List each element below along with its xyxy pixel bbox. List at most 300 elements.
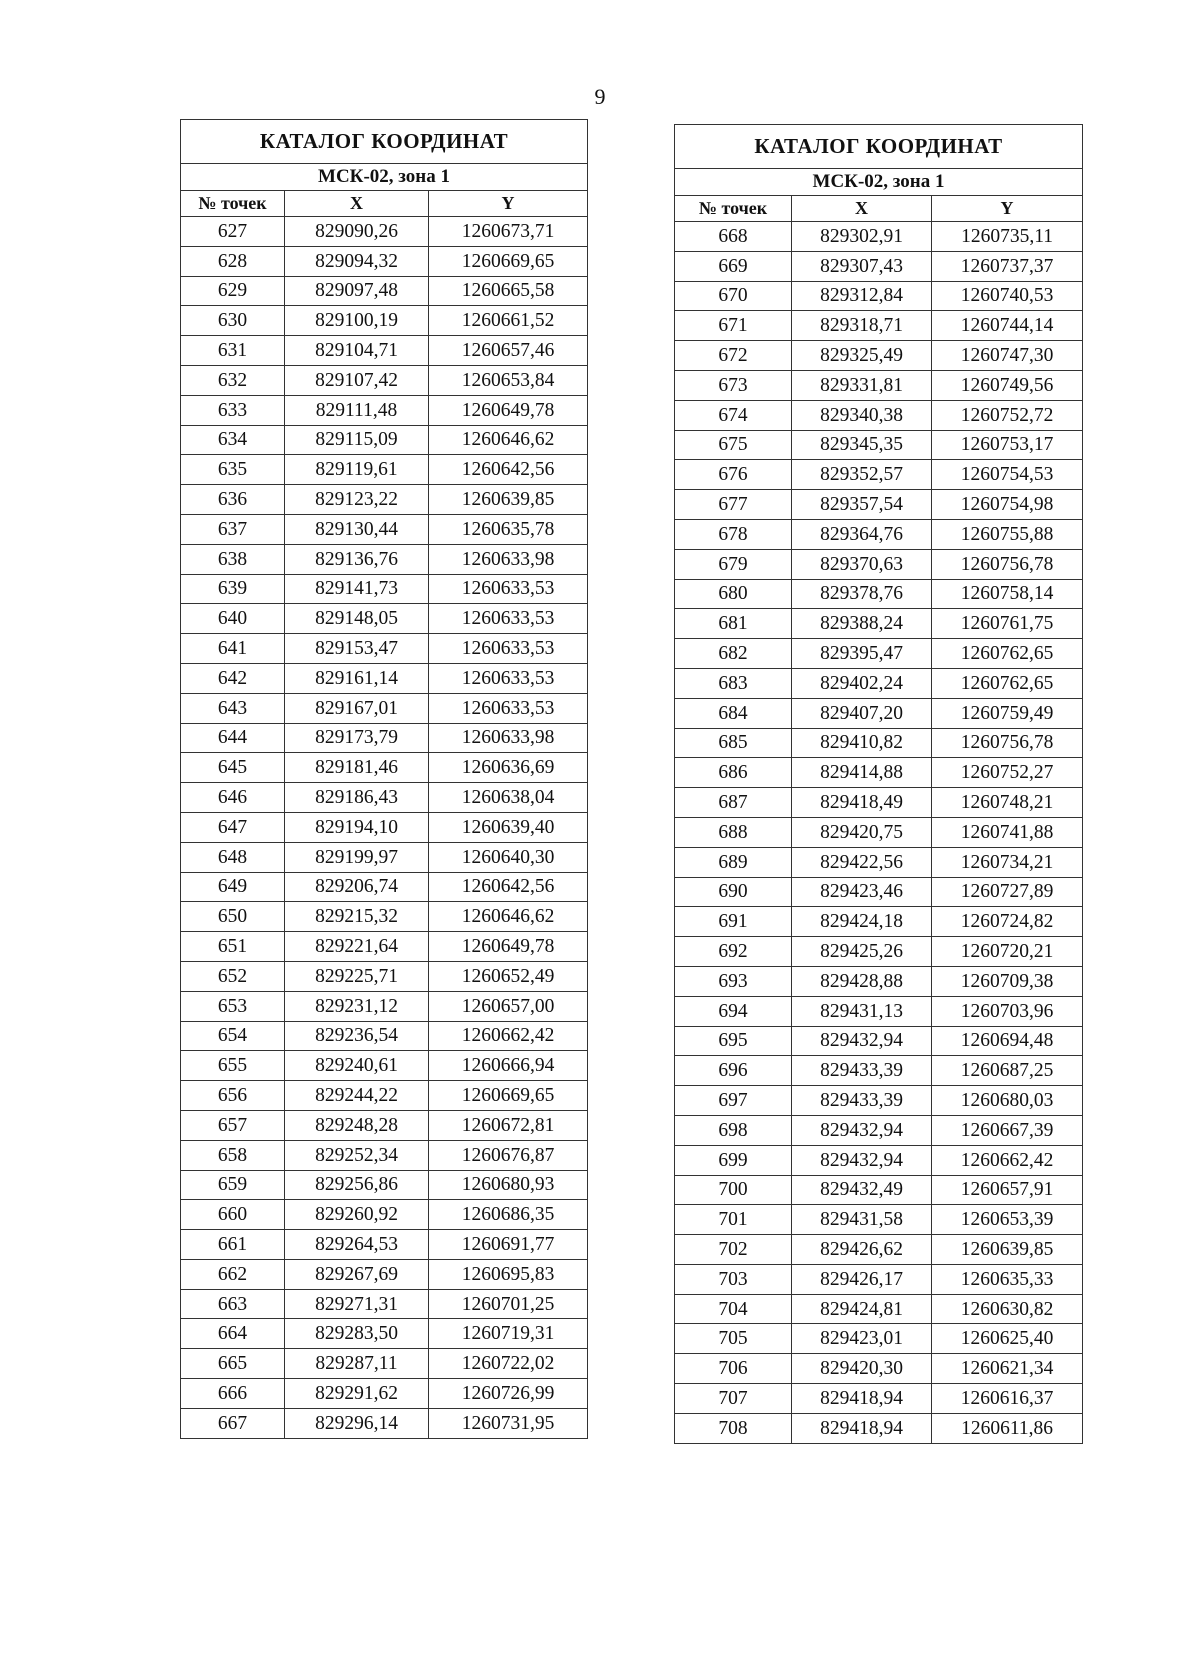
table-row [675, 668, 1083, 698]
point-number-cell: 662 [181, 1259, 285, 1289]
table-row [181, 1021, 588, 1051]
table-body [675, 222, 1083, 1444]
y-coordinate-cell: 1260657,91 [932, 1175, 1083, 1205]
coordinate-catalog-table [180, 119, 588, 1439]
x-coordinate-cell: 829418,94 [792, 1413, 932, 1443]
table-row [181, 1051, 588, 1081]
x-coordinate-cell: 829424,18 [792, 907, 932, 937]
point-number-cell: 647 [181, 812, 285, 842]
point-number-cell: 639 [181, 574, 285, 604]
x-coordinate-cell: 829432,94 [792, 1145, 932, 1175]
point-number-cell: 685 [675, 728, 792, 758]
table-row [181, 425, 588, 455]
x-coordinate-cell: 829340,38 [792, 400, 932, 430]
point-number-cell: 651 [181, 932, 285, 962]
column-header-y: Y [932, 196, 1083, 222]
x-coordinate-cell: 829318,71 [792, 311, 932, 341]
y-coordinate-cell: 1260672,81 [429, 1110, 588, 1140]
y-coordinate-cell: 1260666,94 [429, 1051, 588, 1081]
table-row [675, 400, 1083, 430]
point-number-cell: 660 [181, 1200, 285, 1230]
x-coordinate-cell: 829420,75 [792, 817, 932, 847]
y-coordinate-cell: 1260691,77 [429, 1230, 588, 1260]
y-coordinate-cell: 1260754,53 [932, 460, 1083, 490]
table-row [181, 1259, 588, 1289]
y-coordinate-cell: 1260640,30 [429, 842, 588, 872]
x-coordinate-cell: 829418,49 [792, 788, 932, 818]
x-coordinate-cell: 829312,84 [792, 281, 932, 311]
x-coordinate-cell: 829111,48 [285, 395, 429, 425]
point-number-cell: 706 [675, 1354, 792, 1384]
point-number-cell: 669 [675, 251, 792, 281]
point-number-cell: 641 [181, 634, 285, 664]
y-coordinate-cell: 1260625,40 [932, 1324, 1083, 1354]
x-coordinate-cell: 829094,32 [285, 246, 429, 276]
x-coordinate-cell: 829252,34 [285, 1140, 429, 1170]
x-coordinate-cell: 829420,30 [792, 1354, 932, 1384]
point-number-cell: 687 [675, 788, 792, 818]
table-row [675, 966, 1083, 996]
y-coordinate-cell: 1260633,53 [429, 663, 588, 693]
y-coordinate-cell: 1260633,53 [429, 693, 588, 723]
y-coordinate-cell: 1260653,39 [932, 1205, 1083, 1235]
table-row [675, 609, 1083, 639]
table-row [675, 430, 1083, 460]
point-number-cell: 661 [181, 1230, 285, 1260]
table-row [675, 579, 1083, 609]
point-number-cell: 679 [675, 549, 792, 579]
x-coordinate-cell: 829181,46 [285, 753, 429, 783]
table-row [675, 1175, 1083, 1205]
table-row [675, 1324, 1083, 1354]
x-coordinate-cell: 829431,13 [792, 996, 932, 1026]
x-coordinate-cell: 829123,22 [285, 485, 429, 515]
x-coordinate-cell: 829296,14 [285, 1408, 429, 1438]
table-row [181, 783, 588, 813]
coordinate-system-zone: МСК-02, зона 1 [181, 164, 588, 191]
table-row [181, 246, 588, 276]
table-row [675, 370, 1083, 400]
point-number-cell: 677 [675, 490, 792, 520]
table-row [675, 1264, 1083, 1294]
table-row [675, 1205, 1083, 1235]
point-number-cell: 654 [181, 1021, 285, 1051]
table-row [181, 1349, 588, 1379]
x-coordinate-cell: 829307,43 [792, 251, 932, 281]
point-number-cell: 708 [675, 1413, 792, 1443]
table-row [181, 1230, 588, 1260]
point-number-cell: 705 [675, 1324, 792, 1354]
table-row [675, 847, 1083, 877]
table-row [181, 306, 588, 336]
table-row [181, 276, 588, 306]
y-coordinate-cell: 1260638,04 [429, 783, 588, 813]
x-coordinate-cell: 829206,74 [285, 872, 429, 902]
table-row [181, 1408, 588, 1438]
point-number-cell: 684 [675, 698, 792, 728]
table-row [675, 490, 1083, 520]
point-number-cell: 699 [675, 1145, 792, 1175]
y-coordinate-cell: 1260703,96 [932, 996, 1083, 1026]
y-coordinate-cell: 1260635,33 [932, 1264, 1083, 1294]
table-row [675, 1235, 1083, 1265]
table-row [675, 907, 1083, 937]
y-coordinate-cell: 1260694,48 [932, 1026, 1083, 1056]
x-coordinate-cell: 829264,53 [285, 1230, 429, 1260]
point-number-cell: 637 [181, 514, 285, 544]
table-row [675, 1026, 1083, 1056]
y-coordinate-cell: 1260720,21 [932, 937, 1083, 967]
x-coordinate-cell: 829395,47 [792, 639, 932, 669]
y-coordinate-cell: 1260621,34 [932, 1354, 1083, 1384]
x-coordinate-cell: 829248,28 [285, 1110, 429, 1140]
table-row [181, 1319, 588, 1349]
point-number-cell: 670 [675, 281, 792, 311]
y-coordinate-cell: 1260762,65 [932, 639, 1083, 669]
y-coordinate-cell: 1260669,65 [429, 246, 588, 276]
table-row [181, 812, 588, 842]
table-row [675, 937, 1083, 967]
x-coordinate-cell: 829325,49 [792, 341, 932, 371]
x-coordinate-cell: 829302,91 [792, 222, 932, 252]
x-coordinate-cell: 829357,54 [792, 490, 932, 520]
x-coordinate-cell: 829331,81 [792, 370, 932, 400]
table-row [675, 728, 1083, 758]
y-coordinate-cell: 1260762,65 [932, 668, 1083, 698]
y-coordinate-cell: 1260657,46 [429, 336, 588, 366]
point-number-cell: 652 [181, 961, 285, 991]
table-row [675, 1384, 1083, 1414]
y-coordinate-cell: 1260649,78 [429, 932, 588, 962]
point-number-cell: 688 [675, 817, 792, 847]
y-coordinate-cell: 1260635,78 [429, 514, 588, 544]
point-number-cell: 674 [675, 400, 792, 430]
point-number-cell: 690 [675, 877, 792, 907]
x-coordinate-cell: 829115,09 [285, 425, 429, 455]
y-coordinate-cell: 1260633,53 [429, 574, 588, 604]
point-number-cell: 653 [181, 991, 285, 1021]
point-number-cell: 628 [181, 246, 285, 276]
table-row [675, 222, 1083, 252]
x-coordinate-cell: 829410,82 [792, 728, 932, 758]
column-header-y: Y [429, 191, 588, 217]
x-coordinate-cell: 829186,43 [285, 783, 429, 813]
table-row [675, 460, 1083, 490]
y-coordinate-cell: 1260741,88 [932, 817, 1083, 847]
y-coordinate-cell: 1260633,53 [429, 634, 588, 664]
table-row [675, 251, 1083, 281]
point-number-cell: 657 [181, 1110, 285, 1140]
point-number-cell: 630 [181, 306, 285, 336]
x-coordinate-cell: 829423,01 [792, 1324, 932, 1354]
table-row [181, 1081, 588, 1111]
y-coordinate-cell: 1260754,98 [932, 490, 1083, 520]
y-coordinate-cell: 1260759,49 [932, 698, 1083, 728]
point-number-cell: 698 [675, 1115, 792, 1145]
y-coordinate-cell: 1260680,93 [429, 1170, 588, 1200]
table-row [181, 1140, 588, 1170]
catalog-title: КАТАЛОГ КООРДИНАТ [181, 120, 588, 164]
table-row [181, 604, 588, 634]
x-coordinate-cell: 829414,88 [792, 758, 932, 788]
y-coordinate-cell: 1260735,11 [932, 222, 1083, 252]
x-coordinate-cell: 829364,76 [792, 519, 932, 549]
point-number-cell: 644 [181, 723, 285, 753]
point-number-cell: 692 [675, 937, 792, 967]
y-coordinate-cell: 1260740,53 [932, 281, 1083, 311]
x-coordinate-cell: 829107,42 [285, 365, 429, 395]
column-header-point-number: № точек [181, 191, 285, 217]
point-number-cell: 694 [675, 996, 792, 1026]
point-number-cell: 683 [675, 668, 792, 698]
x-coordinate-cell: 829388,24 [792, 609, 932, 639]
x-coordinate-cell: 829119,61 [285, 455, 429, 485]
table-row [181, 723, 588, 753]
x-coordinate-cell: 829225,71 [285, 961, 429, 991]
x-coordinate-cell: 829090,26 [285, 217, 429, 247]
table-row [675, 1294, 1083, 1324]
x-coordinate-cell: 829194,10 [285, 812, 429, 842]
table-row [675, 639, 1083, 669]
y-coordinate-cell: 1260676,87 [429, 1140, 588, 1170]
point-number-cell: 667 [181, 1408, 285, 1438]
x-coordinate-cell: 829130,44 [285, 514, 429, 544]
point-number-cell: 704 [675, 1294, 792, 1324]
x-coordinate-cell: 829378,76 [792, 579, 932, 609]
y-coordinate-cell: 1260756,78 [932, 728, 1083, 758]
table-row [181, 1200, 588, 1230]
coordinate-catalog-table [674, 124, 1083, 1444]
y-coordinate-cell: 1260669,65 [429, 1081, 588, 1111]
y-coordinate-cell: 1260724,82 [932, 907, 1083, 937]
y-coordinate-cell: 1260752,72 [932, 400, 1083, 430]
x-coordinate-cell: 829402,24 [792, 668, 932, 698]
point-number-cell: 638 [181, 544, 285, 574]
point-number-cell: 671 [675, 311, 792, 341]
table-row [181, 1110, 588, 1140]
y-coordinate-cell: 1260731,95 [429, 1408, 588, 1438]
table-row [181, 902, 588, 932]
y-coordinate-cell: 1260661,52 [429, 306, 588, 336]
table-row [181, 663, 588, 693]
table-row [675, 788, 1083, 818]
y-coordinate-cell: 1260652,49 [429, 961, 588, 991]
y-coordinate-cell: 1260639,85 [932, 1235, 1083, 1265]
table-row [181, 842, 588, 872]
y-coordinate-cell: 1260646,62 [429, 902, 588, 932]
table-row [181, 395, 588, 425]
x-coordinate-cell: 829345,35 [792, 430, 932, 460]
y-coordinate-cell: 1260639,85 [429, 485, 588, 515]
column-header-x: X [792, 196, 932, 222]
point-number-cell: 676 [675, 460, 792, 490]
table-row [181, 485, 588, 515]
y-coordinate-cell: 1260695,83 [429, 1259, 588, 1289]
column-header-point-number: № точек [675, 196, 792, 222]
point-number-cell: 675 [675, 430, 792, 460]
x-coordinate-cell: 829432,49 [792, 1175, 932, 1205]
y-coordinate-cell: 1260639,40 [429, 812, 588, 842]
point-number-cell: 672 [675, 341, 792, 371]
table-row [181, 872, 588, 902]
x-coordinate-cell: 829240,61 [285, 1051, 429, 1081]
point-number-cell: 666 [181, 1379, 285, 1409]
table-row [675, 877, 1083, 907]
point-number-cell: 697 [675, 1086, 792, 1116]
point-number-cell: 656 [181, 1081, 285, 1111]
y-coordinate-cell: 1260748,21 [932, 788, 1083, 818]
y-coordinate-cell: 1260727,89 [932, 877, 1083, 907]
y-coordinate-cell: 1260633,53 [429, 604, 588, 634]
point-number-cell: 664 [181, 1319, 285, 1349]
table-body [181, 217, 588, 1439]
point-number-cell: 682 [675, 639, 792, 669]
point-number-cell: 633 [181, 395, 285, 425]
y-coordinate-cell: 1260657,00 [429, 991, 588, 1021]
table-row [181, 544, 588, 574]
y-coordinate-cell: 1260630,82 [932, 1294, 1083, 1324]
point-number-cell: 691 [675, 907, 792, 937]
point-number-cell: 673 [675, 370, 792, 400]
point-number-cell: 643 [181, 693, 285, 723]
table-row [181, 961, 588, 991]
x-coordinate-cell: 829418,94 [792, 1384, 932, 1414]
y-coordinate-cell: 1260642,56 [429, 872, 588, 902]
point-number-cell: 686 [675, 758, 792, 788]
table-row [675, 519, 1083, 549]
x-coordinate-cell: 829424,81 [792, 1294, 932, 1324]
y-coordinate-cell: 1260636,69 [429, 753, 588, 783]
table-row [675, 281, 1083, 311]
point-number-cell: 631 [181, 336, 285, 366]
table-row [181, 1379, 588, 1409]
x-coordinate-cell: 829287,11 [285, 1349, 429, 1379]
y-coordinate-cell: 1260749,56 [932, 370, 1083, 400]
x-coordinate-cell: 829199,97 [285, 842, 429, 872]
point-number-cell: 645 [181, 753, 285, 783]
x-coordinate-cell: 829173,79 [285, 723, 429, 753]
x-coordinate-cell: 829136,76 [285, 544, 429, 574]
x-coordinate-cell: 829236,54 [285, 1021, 429, 1051]
table-row [675, 1354, 1083, 1384]
x-coordinate-cell: 829221,64 [285, 932, 429, 962]
x-coordinate-cell: 829104,71 [285, 336, 429, 366]
point-number-cell: 701 [675, 1205, 792, 1235]
y-coordinate-cell: 1260653,84 [429, 365, 588, 395]
point-number-cell: 707 [675, 1384, 792, 1414]
point-number-cell: 655 [181, 1051, 285, 1081]
x-coordinate-cell: 829244,22 [285, 1081, 429, 1111]
table-row [675, 817, 1083, 847]
column-header-x: X [285, 191, 429, 217]
x-coordinate-cell: 829167,01 [285, 693, 429, 723]
point-number-cell: 659 [181, 1170, 285, 1200]
y-coordinate-cell: 1260687,25 [932, 1056, 1083, 1086]
x-coordinate-cell: 829431,58 [792, 1205, 932, 1235]
x-coordinate-cell: 829422,56 [792, 847, 932, 877]
table-row [675, 311, 1083, 341]
page-number: 9 [594, 84, 606, 109]
x-coordinate-cell: 829428,88 [792, 966, 932, 996]
table-row [675, 758, 1083, 788]
x-coordinate-cell: 829231,12 [285, 991, 429, 1021]
y-coordinate-cell: 1260756,78 [932, 549, 1083, 579]
point-number-cell: 665 [181, 1349, 285, 1379]
y-coordinate-cell: 1260744,14 [932, 311, 1083, 341]
point-number-cell: 640 [181, 604, 285, 634]
table-row [675, 549, 1083, 579]
x-coordinate-cell: 829426,62 [792, 1235, 932, 1265]
x-coordinate-cell: 829141,73 [285, 574, 429, 604]
table-row [181, 455, 588, 485]
table-row [675, 341, 1083, 371]
table-row [675, 1115, 1083, 1145]
point-number-cell: 629 [181, 276, 285, 306]
y-coordinate-cell: 1260662,42 [429, 1021, 588, 1051]
y-coordinate-cell: 1260701,25 [429, 1289, 588, 1319]
point-number-cell: 696 [675, 1056, 792, 1086]
point-number-cell: 642 [181, 663, 285, 693]
x-coordinate-cell: 829423,46 [792, 877, 932, 907]
point-number-cell: 693 [675, 966, 792, 996]
table-row [675, 1413, 1083, 1443]
x-coordinate-cell: 829215,32 [285, 902, 429, 932]
table-row [181, 514, 588, 544]
table-row [181, 1170, 588, 1200]
catalog-title: КАТАЛОГ КООРДИНАТ [675, 125, 1083, 169]
y-coordinate-cell: 1260747,30 [932, 341, 1083, 371]
y-coordinate-cell: 1260662,42 [932, 1145, 1083, 1175]
x-coordinate-cell: 829291,62 [285, 1379, 429, 1409]
point-number-cell: 678 [675, 519, 792, 549]
point-number-cell: 650 [181, 902, 285, 932]
y-coordinate-cell: 1260633,98 [429, 544, 588, 574]
x-coordinate-cell: 829097,48 [285, 276, 429, 306]
x-coordinate-cell: 829370,63 [792, 549, 932, 579]
point-number-cell: 634 [181, 425, 285, 455]
point-number-cell: 663 [181, 1289, 285, 1319]
table-row [181, 217, 588, 247]
x-coordinate-cell: 829283,50 [285, 1319, 429, 1349]
coordinate-system-zone: МСК-02, зона 1 [675, 169, 1083, 196]
y-coordinate-cell: 1260633,98 [429, 723, 588, 753]
table-row [181, 1289, 588, 1319]
y-coordinate-cell: 1260761,75 [932, 609, 1083, 639]
y-coordinate-cell: 1260752,27 [932, 758, 1083, 788]
y-coordinate-cell: 1260755,88 [932, 519, 1083, 549]
y-coordinate-cell: 1260737,37 [932, 251, 1083, 281]
y-coordinate-cell: 1260616,37 [932, 1384, 1083, 1414]
table-row [675, 996, 1083, 1026]
table-row [181, 753, 588, 783]
x-coordinate-cell: 829267,69 [285, 1259, 429, 1289]
x-coordinate-cell: 829407,20 [792, 698, 932, 728]
y-coordinate-cell: 1260667,39 [932, 1115, 1083, 1145]
y-coordinate-cell: 1260722,02 [429, 1349, 588, 1379]
point-number-cell: 703 [675, 1264, 792, 1294]
table-row [675, 698, 1083, 728]
x-coordinate-cell: 829153,47 [285, 634, 429, 664]
x-coordinate-cell: 829432,94 [792, 1026, 932, 1056]
table-row [675, 1145, 1083, 1175]
y-coordinate-cell: 1260726,99 [429, 1379, 588, 1409]
y-coordinate-cell: 1260673,71 [429, 217, 588, 247]
table-row [181, 336, 588, 366]
point-number-cell: 680 [675, 579, 792, 609]
point-number-cell: 627 [181, 217, 285, 247]
x-coordinate-cell: 829260,92 [285, 1200, 429, 1230]
table-row [181, 574, 588, 604]
